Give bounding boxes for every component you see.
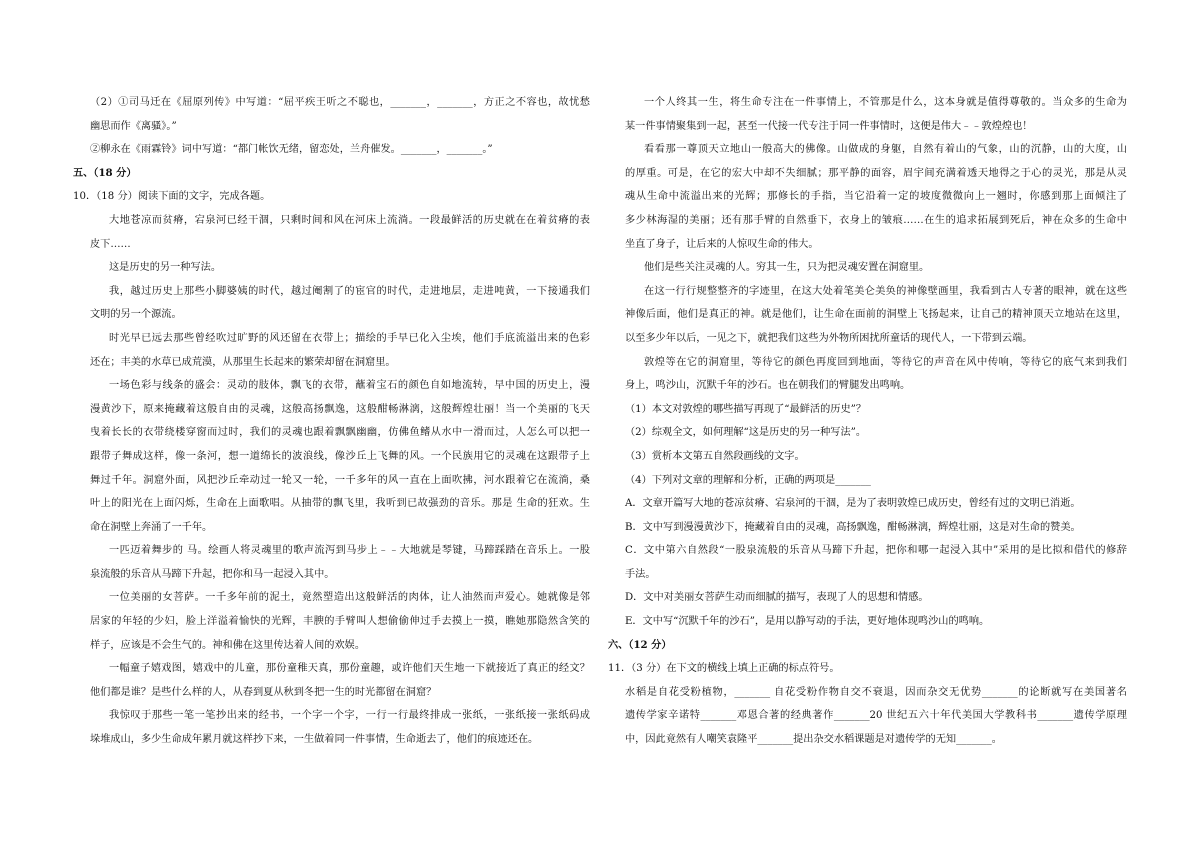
text-line: 这是历史的另一种写法。 bbox=[109, 262, 222, 274]
question-title bbox=[73, 185, 590, 209]
text-line: 多少林海湿的美丽；还有那手臂的自然垂下，衣身上的皱痕……在生的追求拓展到死后，神在众多的生命中 bbox=[625, 214, 1127, 226]
text-line: （4）下列对文章的理解和分析，正确的两项是_______ bbox=[625, 474, 871, 486]
text-line: 一位美丽的女菩萨。一千多年前的泥土，竟然塑造出这般鲜活的肉体，让人油然而声爱心。她就像是邻 bbox=[109, 592, 590, 604]
text-line: 一幅童子嬉戏图，嬉戏中的儿童，那份童稚天真，那份童趣，或许他们天生地一下就接近了真正的经文？ bbox=[109, 663, 590, 675]
text-line: 垛堆成山，多少生命成年累月就这样抄下来，一生做着同一件事情，生命逝去了，他们的痕迹还在。 bbox=[90, 734, 539, 746]
passage-paragraph bbox=[73, 209, 590, 256]
passage-paragraph bbox=[73, 327, 590, 374]
text-line: 皮下…… bbox=[90, 238, 131, 250]
text-line: 神像后面，他们是真正的神。就是他们，让生命在面前的洞壁上飞扬起来，让自己的精神顶天立地站在这里， bbox=[625, 309, 1127, 321]
text-line: 中，因此竟然有人嘲笑袁隆平_______提出杂交水稻课题是对遗传学的无知_______。 bbox=[625, 734, 1002, 746]
text-line: 他们是些关注灵魂的人。穷其一生，只为把灵魂安置在洞窟里。 bbox=[644, 262, 930, 274]
text-line: 一匹迈着舞步的 马。绘画人将灵魂里的歌声流泻到马步上﹣﹣大地就是琴键，马蹄踩踏在音乐上。一股 bbox=[109, 545, 590, 557]
text-line: 看看那一尊顶天立地山一般高大的佛像。山做成的身躯，自然有着山的气象，山的沉静，山的大度，山 bbox=[644, 144, 1127, 156]
text-line: E．文中写“沉默千年的沙石”，是用以静写动的手法，更好地体现鸣沙山的鸣响。 bbox=[625, 616, 990, 628]
passage-paragraph bbox=[608, 280, 1127, 351]
passage-paragraph bbox=[608, 91, 1127, 138]
text-line: 坐直了身子，让后来的人惊叹生命的伟大。 bbox=[625, 238, 819, 250]
question-item bbox=[608, 421, 1127, 445]
text-line: 跟带子舞成这样，像一条河，想一道绵长的波浪线，像沙丘上飞舞的风。一个民族用它的灵魂在这跟带子上 bbox=[90, 450, 590, 462]
text-line: 遗传学家辛诺特_______邓恩合著的经典著作_______20 世纪五六十年代美国大学教科书_______遗传学原理 bbox=[625, 710, 1127, 722]
text-line: （3）赏析本文第五自然段画线的文字。 bbox=[625, 450, 805, 462]
passage-paragraph bbox=[73, 374, 590, 539]
text-line: 在这一行行规整整齐的字迹里，在这大处着笔美仑美奂的神像壁画里，我看到古人专著的眼神，就在这些 bbox=[644, 285, 1127, 297]
text-line: 居家的年轻的少妇，脸上洋溢着愉快的光辉，丰腴的手臂叫人想偷偷伸过手去摸上一摸，瞧她那隐然含笑的 bbox=[90, 616, 590, 628]
question-item bbox=[608, 610, 1127, 634]
text-line: 舞过千年。洞窟外面，风把沙丘牵动过一轮又一轮，一千多年的风一直在上面吹拂，河水跟着它在流淌，桑 bbox=[90, 474, 590, 486]
question-title bbox=[608, 657, 1127, 681]
passage-paragraph bbox=[608, 138, 1127, 256]
question-item bbox=[608, 516, 1127, 540]
text-line: 水稻是自花受粉植物，_______ 自花受粉作物自交不衰退，因而杂交无优势_______的论断就写在美国著名 bbox=[625, 686, 1127, 698]
passage-paragraph bbox=[73, 586, 590, 657]
text-line: 幽思而作《离骚》。” bbox=[90, 120, 177, 132]
text-line: 漫黄沙下，原来掩藏着这般自由的灵魂，这般高扬飘逸，这般酣畅淋漓，这般辉煌壮丽！当一个美丽的飞天 bbox=[90, 403, 590, 415]
text-line: （1）本文对敦煌的哪些描写再现了“最鲜活的历史”？ bbox=[625, 403, 867, 415]
text-line: 魂从生命中流溢出来的光辉；那修长的手指，当它沿着一定的坡度微微向上一翘时，你感到那上面倾注了 bbox=[625, 191, 1127, 203]
question-item bbox=[608, 492, 1127, 516]
question-item bbox=[608, 539, 1127, 586]
text-line: 泉流般的乐音从马蹄下升起，把你和马一起浸入其中。 bbox=[90, 568, 335, 580]
text-line: 以至多少年以后，一见之下，就把我们这些为外物所困扰所童话的现代人，一下带到云端。 bbox=[625, 332, 1033, 344]
text-line: 某一件事情聚集到一起，甚至一代接一代专注于同一件事情时，这便是伟大﹣﹣敦煌煌也！ bbox=[625, 120, 1033, 132]
text-line: 我惊叹于那些一笔一笔抄出来的经书，一个字一个字，一行一行最终排成一张纸，一张纸接一张纸码成 bbox=[109, 710, 590, 722]
passage-paragraph bbox=[73, 657, 590, 704]
text-line: （2）综观全文，如何理解“这是历史的另一种写法”。 bbox=[625, 427, 867, 439]
text-line: C．文中第六自然段“一股泉流般的乐音从马蹄下升起，把你和哪一起浸入其中”采用的是比拟和借代的修辞 bbox=[625, 545, 1127, 557]
passage-paragraph bbox=[73, 704, 590, 751]
passage-paragraph bbox=[73, 539, 590, 586]
text-line: 10．（18 分）阅读下面的文字，完成各题。 bbox=[73, 191, 271, 203]
text-line: 曳着长长的衣带绕楼穿窗而过时，我们的灵魂也跟着飘飘幽幽，仿佛鱼鳍从水中一滑而过，人怎么可以把一 bbox=[90, 427, 590, 439]
text-line: 命在洞壁上奔涌了一千年。 bbox=[90, 521, 213, 533]
question-item bbox=[608, 681, 1127, 752]
question-item bbox=[73, 138, 590, 162]
question-item bbox=[73, 91, 590, 138]
question-item bbox=[608, 469, 1127, 493]
text-line: 一场色彩与线条的盛会：灵动的肢体，飘飞的衣带，蘸着宝石的颜色自如地流转，早中国的历史上，漫 bbox=[109, 380, 590, 392]
text-line: B．文中写到漫漫黄沙下，掩藏着自由的灵魂，高扬飘逸，酣畅淋漓，辉煌壮丽，这是对生命的赞美。 bbox=[625, 521, 1081, 533]
question-item bbox=[608, 586, 1127, 610]
text-line: 时光早已远去那些曾经吹过旷野的风还留在衣带上；描绘的手早已化入尘埃，他们手底流溢出来的色彩 bbox=[109, 332, 590, 344]
question-item bbox=[608, 445, 1127, 469]
text-line: 还在；丰美的水草已成荒漠，从那里生长起来的繁荣却留在洞窟里。 bbox=[90, 356, 396, 368]
question-item bbox=[608, 398, 1127, 422]
text-line: D．文中对美丽女菩萨生动而细腻的描写，表现了人的思想和情感。 bbox=[625, 592, 929, 604]
text-line: 他们都是谁？是些什么样的人，从春到夏从秋到冬把一生的时光都留在洞窟？ bbox=[90, 686, 437, 698]
text-line: 我，越过历史上那些小脚婆姨的时代，越过阉割了的宦官的时代，走进地层，走进吨黄，一下接通我们 bbox=[109, 285, 590, 297]
passage-paragraph bbox=[608, 256, 1127, 280]
text-line: 的厚重。可是，在它的宏大中却不失细腻；那平静的面容，眉宇间充满着透天地得之于心的灵光，那是从灵 bbox=[625, 167, 1127, 179]
text-line: 一个人终其一生，将生命专注在一件事情上，不管那是什么，这本身就是值得尊敬的。当众多的生命为 bbox=[644, 97, 1127, 108]
text-line: 文明的另一个源流。 bbox=[90, 309, 182, 321]
text-line: 五、（18 分） bbox=[73, 166, 137, 179]
text-line: 身上，鸣沙山，沉默千年的沙石。也在朝我们的臂腿发出鸣响。 bbox=[625, 380, 911, 392]
passage-paragraph bbox=[73, 256, 590, 280]
text-line: A．文章开篇写大地的苍凉贫瘠、宕泉河的干涸，是为了表明敦煌已成历史，曾经有过的文明已消逝。 bbox=[625, 498, 1081, 510]
passage-paragraph bbox=[608, 351, 1127, 398]
passage-paragraph bbox=[73, 280, 590, 327]
text-line: 样子，应该是不会生气的。神和佛在这里传达着人间的欢娱。 bbox=[90, 639, 366, 651]
text-line: 叶上的阳光在上面闪烁，生命在上面歌唱。从抽带的飘飞里，我听到已故强劲的音乐。那是 生命的狂欢。生 bbox=[90, 498, 590, 510]
text-line: ②柳永在《雨霖铃》词中写道：“都门帐饮无绪，留恋处，兰舟催发。_______，_______。” bbox=[90, 144, 493, 156]
section-heading bbox=[608, 634, 1127, 658]
text-line: 手法。 bbox=[625, 568, 656, 580]
section-heading bbox=[73, 162, 590, 186]
text-line: 大地苍凉而贫瘠，宕泉河已经干涸，只剩时间和风在河床上流淌。一段最鲜活的历史就在在着贫瘠的表 bbox=[109, 214, 590, 226]
text-line: 11．（3 分）在下文的横线上填上正确的标点符号。 bbox=[608, 663, 840, 675]
left-column bbox=[73, 91, 590, 752]
right-column bbox=[608, 91, 1127, 752]
text-line: 六、（12 分） bbox=[608, 638, 672, 651]
text-line: 敦煌等在它的洞窟里，等待它的颜色再度回到地面，等待它的声音在风中传响，等待它的底气来到我们 bbox=[644, 356, 1127, 368]
text-line: （2）①司马迁在《屈原列传》中写道：“屈平疾王听之不聪也，_______，_______，方正之不容也，故忧愁 bbox=[90, 97, 590, 108]
